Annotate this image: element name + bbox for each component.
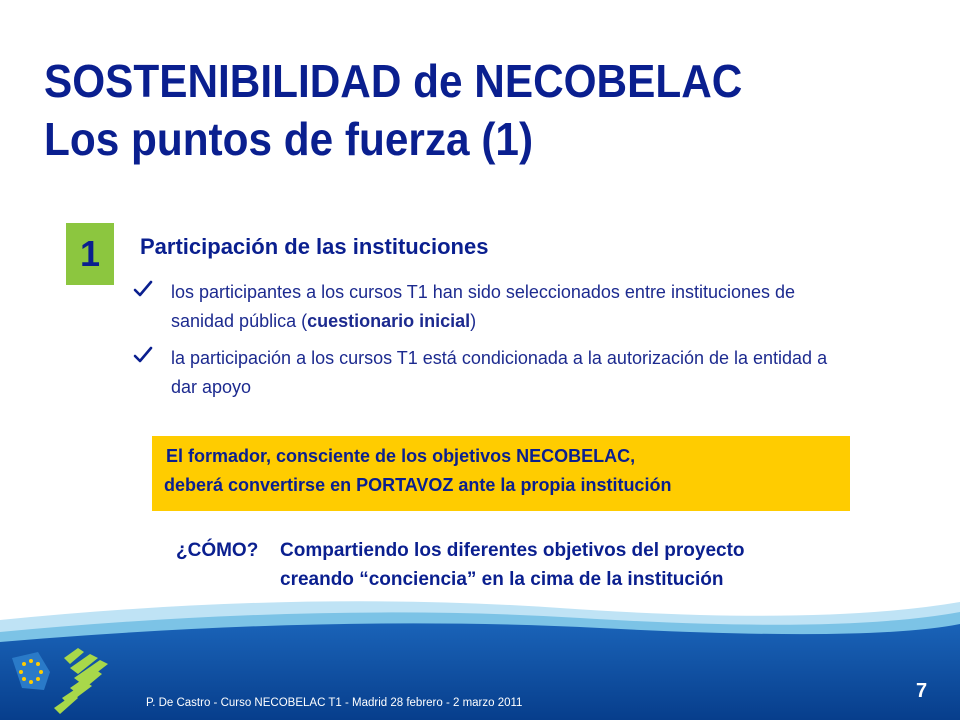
highlight-callout [152,436,850,511]
necobelac-logo-icon [4,628,144,720]
bullet-list [133,278,831,410]
bullet-item [133,344,831,402]
callout-line2: deberá convertirse en PORTAVOZ ante la propia institución [164,475,672,495]
bullet-text: los participantes a los cursos T1 han sido seleccionados entre instituciones de sanidad pública (cuestionario inicial) [171,282,796,331]
footer-credit: P. De Castro - Curso NECOBELAC T1 - Madrid 28 febrero - 2 marzo 2011 [146,697,523,709]
how-label: ¿CÓMO? [176,540,259,561]
page-number: 7 [916,680,928,702]
how-line2: creando “conciencia” en la cima de la institución [280,569,724,590]
checkmark-icon [133,279,153,299]
how-line1: Compartiendo los diferentes objetivos del proyecto [280,540,745,561]
callout-line1: El formador, consciente de los objetivos NECOBELAC, [166,446,636,466]
bullet-item [133,278,831,336]
slide-title-line1: SOSTENIBILIDAD de NECOBELAC [44,55,743,107]
checkmark-icon [133,345,153,365]
point-number-badge: 1 [66,223,114,285]
slide-title [44,52,742,168]
section-heading: Participación de las instituciones [140,234,489,259]
slide-title-line2: Los puntos de fuerza (1) [44,113,534,165]
bullet-text: la participación a los cursos T1 está condicionada a la autorización de la entidad a dar apoyo [171,348,828,397]
